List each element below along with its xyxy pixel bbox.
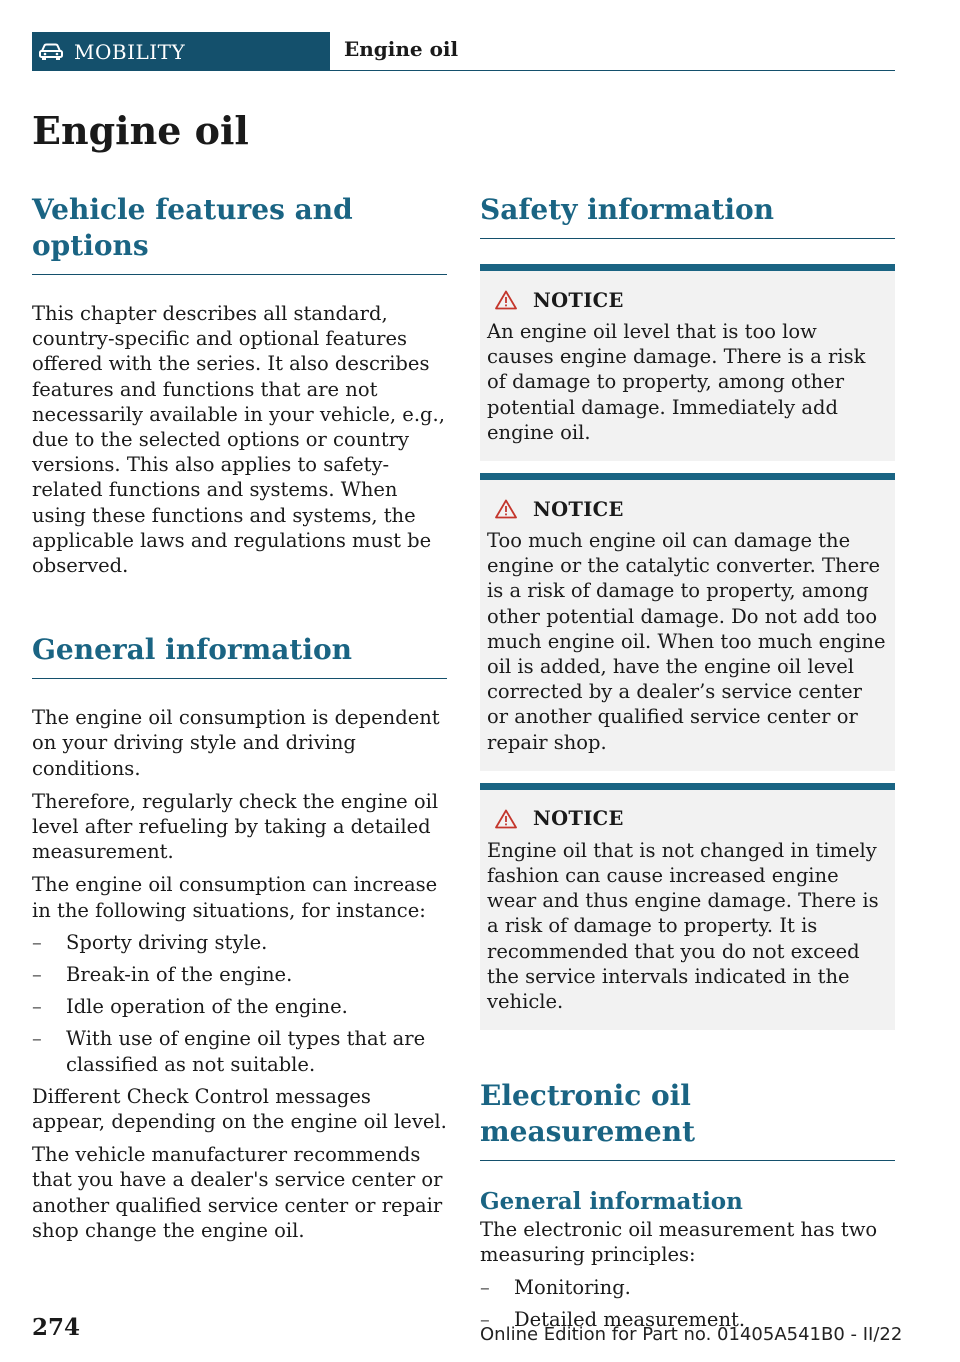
list-item: – With use of engine oil types that are classified as not suitable. — [32, 1027, 426, 1076]
warning-triangle-icon — [495, 290, 517, 310]
dash-marker: – — [32, 1027, 42, 1051]
heading-general-information: General information — [32, 632, 447, 679]
heading-vehicle-features: Vehicle features and options — [32, 192, 447, 275]
dash-marker: – — [32, 963, 42, 987]
general-info-p1: The engine oil consumption is dependent on your driving style and driving conditions. — [32, 706, 440, 780]
dash-marker: – — [480, 1275, 490, 1299]
notice-text: An engine oil level that is too low causes engine damage. There is a risk of damage to property, among other potential damage. Immediately add engine oil. — [487, 320, 866, 444]
notice-box — [480, 783, 895, 1030]
car-icon — [38, 42, 64, 62]
notice-label: NOTICE — [533, 497, 624, 521]
section-tab — [32, 32, 330, 71]
notice-box — [480, 264, 895, 461]
warning-triangle-icon — [495, 499, 517, 519]
header-title: Engine oil — [344, 37, 459, 61]
electronic-oil-text: The electronic oil measurement has two measuring principles: — [480, 1218, 878, 1267]
notice-label: NOTICE — [533, 288, 624, 312]
warning-triangle-icon — [495, 809, 517, 829]
edition-footer: Online Edition for Part no. 01405A541B0 - II/22 — [480, 1324, 903, 1345]
list-item: – Break-in of the engine. — [32, 963, 293, 987]
heading-safety-information: Safety information — [480, 192, 895, 239]
list-item: – Sporty driving style. — [32, 930, 268, 954]
consumption-list — [32, 930, 447, 1077]
left-column — [32, 192, 447, 1243]
list-item: – Monitoring. — [480, 1275, 631, 1299]
section-label: MOBILITY — [74, 39, 186, 64]
general-info-p2: Therefore, regularly check the engine oil level after refueling by taking a detailed measurement. — [32, 789, 439, 864]
general-info-p5: The vehicle manufacturer recommends that you have a dealer's service center or another qualified service center or repair shop change the engine oil. — [32, 1143, 443, 1242]
list-item: – Idle operation of the engine. — [32, 995, 348, 1019]
right-column — [480, 192, 895, 1339]
notice-text: Engine oil that is not changed in timely fashion can cause increased engine wear and thus engine damage. There is a risk of damage to property. It is recommended that you do not exceed the service intervals indicated in the vehicle. — [487, 838, 879, 1014]
general-info-p4: Different Check Control messages appear, depending on the engine oil level. — [32, 1084, 447, 1134]
dash-marker: – — [480, 1307, 490, 1331]
general-info-p3: The engine oil consumption can increase in the following situations, for instance: — [32, 873, 438, 922]
heading-electronic-oil-measurement: Electronic oil measurement — [480, 1078, 895, 1161]
subheading-general-information: General information — [480, 1188, 743, 1216]
header-divider — [330, 70, 895, 71]
page-number: 274 — [32, 1314, 81, 1341]
notice-text: Too much engine oil can damage the engine or the catalytic converter. There is a risk of damage to property, among other potential damage. Do not add too much engine oil. When too much engine oil is added, have the engine oil level corrected by a dealer’s service center or another qualified service center or repair shop. — [487, 529, 886, 754]
notice-label: NOTICE — [533, 807, 624, 831]
dash-marker: – — [32, 930, 42, 954]
list-item: – Detailed measurement. — [480, 1307, 746, 1331]
vehicle-features-text: This chapter describes all standard, country-specific and optional features offered with the series. It also describes features and functions that are not necessarily available in your vehicle, e.g., due to the selected options or country versions. This also applies to safety-related functions and systems. When using these functions and systems, the applicable laws and regulations must be observed. — [32, 302, 445, 578]
page-title: Engine oil — [32, 108, 249, 153]
notice-box — [480, 473, 895, 771]
dash-marker: – — [32, 995, 42, 1019]
